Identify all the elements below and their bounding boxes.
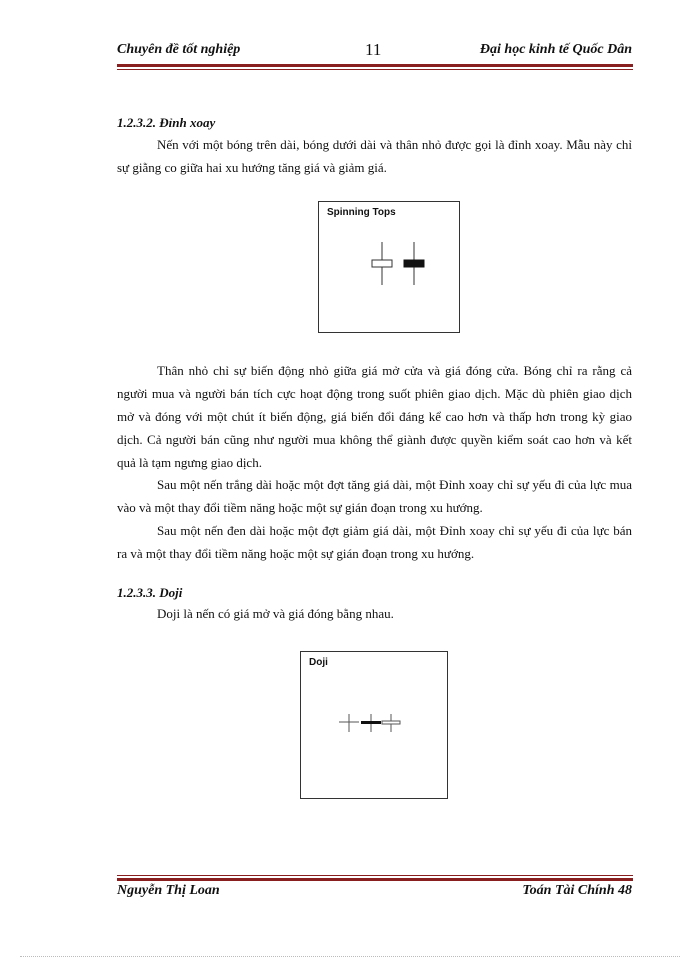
page-bottom-dotted-line [20, 956, 680, 957]
white-candle [372, 242, 392, 285]
doji-cross-2 [361, 714, 381, 732]
spinning-tops-chart [319, 202, 459, 332]
paragraph-doji-definition: Doji là nến có giá mở và giá đóng bằng nhau. [157, 606, 394, 621]
black-candle-body [404, 260, 424, 267]
paragraph-after-black-candle: Sau một nến đen dài hoặc một đợt giảm giá dài, một Đỉnh xoay chỉ sự yếu đi của lực bán ra và một thay đổi tiềm năng hoặc một sự gián đoạn trong xu hướng. [117, 523, 632, 561]
header-university: Đại học kinh tế Quốc Dân [479, 42, 632, 57]
doji-cross-1 [339, 714, 359, 732]
footer-class: Toán Tài Chính 48 [522, 883, 632, 898]
footer-rule-thick [117, 878, 633, 881]
figure-title-doji: Doji [309, 657, 328, 668]
figure-doji [300, 651, 448, 799]
figure-title-spinning-tops: Spinning Tops [327, 207, 396, 218]
section-heading-doji: 1.2.3.3. Doji [117, 585, 183, 600]
doji-cross-3 [382, 714, 400, 732]
paragraph-spinning-definition: Nến với một bóng trên dài, bóng dưới dài và thân nhỏ được gọi là đỉnh xoay. Mẫu này chỉ sự giằng co giữa hai xu hướng tăng giá và giảm giá. [117, 137, 632, 175]
header-document-title: Chuyên đề tốt nghiệp [117, 42, 241, 57]
section-heading-spinning-tops: 1.2.3.2. Đỉnh xoay [117, 115, 216, 130]
doji-chart [301, 652, 447, 798]
paragraph-small-body: Thân nhỏ chỉ sự biến động nhỏ giữa giá mở cửa và giá đóng cửa. Bóng chỉ ra rằng cả người mua và người bán tích cực hoạt động trong suốt phiên giao dịch. Mặc dù phiên giao dịch mở và đóng với một chút ít biến động, giá biến đổi đáng kể cao hơn và thấp hơn trong kỳ giao dịch. Cả người bán cũng như người mua không thể giành được quyền kiểm soát cao hơn và kết quả là tạm ngưng giao dịch. [117, 363, 632, 470]
page-number: 11 [365, 40, 382, 59]
page-footer [117, 883, 632, 905]
header-rule-thin [117, 69, 633, 70]
page-header [117, 38, 632, 64]
white-candle-body [372, 260, 392, 267]
header-rule-thick [117, 64, 633, 67]
footer-author: Nguyễn Thị Loan [117, 883, 220, 898]
paragraph-after-white-candle: Sau một nến trắng dài hoặc một đợt tăng giá dài, một Đỉnh xoay chỉ sự yếu đi của lực mua vào và một thay đổi tiềm năng hoặc một sự gián đoạn trong xu hướng. [117, 477, 632, 515]
footer-rule-thin [117, 875, 633, 876]
black-candle [404, 242, 424, 285]
figure-spinning-tops [318, 201, 460, 333]
